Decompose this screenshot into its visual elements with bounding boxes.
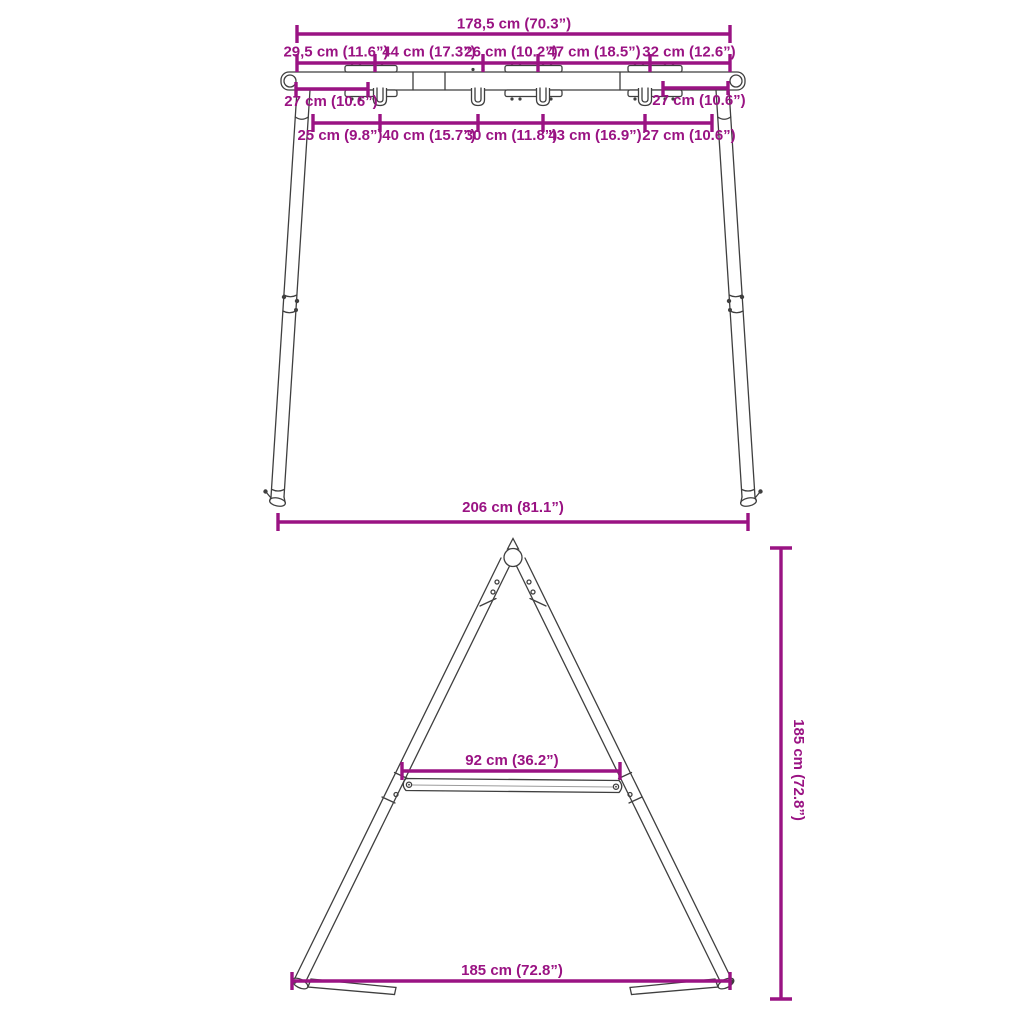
label-lower-segment-1: 25 cm (9.8”) — [297, 127, 383, 144]
label-height: 185 cm (72.8”) — [790, 719, 807, 821]
label-front-base-width: 206 cm (81.1”) — [462, 499, 564, 516]
dim-crossbar-width — [402, 752, 620, 780]
front-right-foot — [740, 489, 763, 507]
label-top-segment-3: 26 cm (10.2”) — [464, 43, 558, 61]
front-left-leg — [271, 90, 310, 497]
aframe-apex — [480, 539, 546, 607]
aframe-left-foot — [291, 976, 396, 995]
label-left-offset: 27 cm (10.6”) — [284, 93, 378, 110]
crossbar — [403, 779, 622, 793]
label-lower-segment-5: 27 cm (10.6”) — [642, 127, 736, 144]
label-overall-width: 178,5 cm (70.3”) — [456, 15, 572, 33]
dim-overall-width — [297, 16, 730, 44]
label-top-segment-4: 47 cm (18.5”) — [547, 43, 641, 61]
label-lower-segment-2: 40 cm (15.7”) — [382, 127, 476, 144]
dim-height — [770, 548, 807, 999]
label-right-offset: 27 cm (10.6”) — [652, 92, 746, 109]
label-side-base-width: 185 cm (72.8”) — [461, 962, 563, 979]
label-top-segment-5: 32 cm (12.6”) — [642, 43, 736, 61]
front-left-foot — [263, 489, 286, 507]
front-right-leg — [716, 90, 755, 497]
dim-front-base-width — [278, 499, 748, 531]
dim-lower-segments — [297, 114, 735, 144]
label-lower-segment-4: 43 cm (16.9”) — [548, 127, 642, 144]
aframe-right-foot — [630, 976, 735, 995]
label-crossbar-width: 92 cm (36.2”) — [465, 752, 559, 769]
label-top-segment-2: 44 cm (17.3”) — [382, 43, 476, 61]
label-top-segment-1: 29,5 cm (11.6”) — [283, 43, 389, 61]
label-lower-segment-3: 30 cm (11.8”) — [464, 127, 558, 144]
